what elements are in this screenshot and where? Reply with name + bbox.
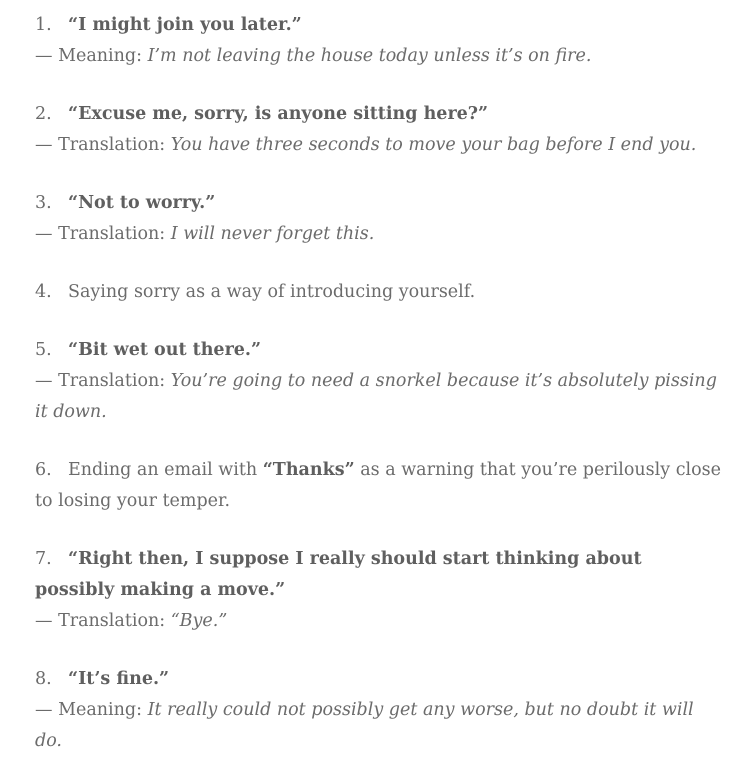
list-item: [35, 544, 725, 637]
item-number: 1.: [35, 15, 52, 35]
list-item: [35, 335, 725, 428]
item-number: 4.: [35, 282, 52, 302]
item-gloss: [35, 219, 725, 250]
item-gloss: [35, 41, 725, 72]
gloss-label: — Meaning:: [35, 46, 148, 66]
item-quote: “I might join you later.”: [68, 15, 302, 35]
gloss-label: — Translation:: [35, 135, 171, 155]
article-list: [35, 10, 725, 784]
item-quote: “Excuse me, sorry, is anyone sitting here?”: [68, 104, 489, 124]
item-heading: [35, 335, 725, 366]
gloss-text: You have three seconds to move your bag before I end you.: [170, 135, 697, 155]
gloss-text: “Bye.”: [170, 611, 228, 631]
item-gloss: [35, 366, 725, 428]
item-heading: [35, 544, 725, 606]
item-quote: “It’s fine.”: [68, 669, 170, 689]
list-item: [35, 455, 725, 517]
item-number: 7.: [35, 549, 52, 569]
item-heading: [35, 277, 725, 308]
item-quote: “Thanks”: [262, 460, 355, 480]
item-text-before: Ending an email with: [68, 460, 263, 480]
item-gloss: [35, 606, 725, 637]
gloss-text: It really could not possibly get any worse, but no doubt it will do.: [35, 700, 694, 751]
item-gloss: [35, 695, 725, 757]
item-quote: “Not to worry.”: [68, 193, 216, 213]
item-quote: “Right then, I suppose I really should start thinking about possibly making a move.”: [35, 549, 642, 600]
item-number: 6.: [35, 460, 52, 480]
item-heading: [35, 10, 725, 41]
list-item: [35, 99, 725, 161]
item-text-after: as a warning that you’re perilously close to losing your temper.: [35, 460, 721, 511]
item-number: 5.: [35, 340, 52, 360]
gloss-text: I’m not leaving the house today unless it’s on fire.: [147, 46, 592, 66]
item-text: Saying sorry as a way of introducing yourself.: [68, 282, 476, 302]
gloss-label: — Translation:: [35, 224, 171, 244]
gloss-label: — Meaning:: [35, 700, 148, 720]
item-gloss: [35, 130, 725, 161]
list-item: [35, 10, 725, 72]
gloss-label: — Translation:: [35, 371, 171, 391]
item-number: 2.: [35, 104, 52, 124]
item-heading: [35, 664, 725, 695]
item-quote: “Bit wet out there.”: [68, 340, 262, 360]
gloss-label: — Translation:: [35, 611, 171, 631]
list-item: [35, 664, 725, 757]
item-number: 3.: [35, 193, 52, 213]
list-item: [35, 277, 725, 308]
list-item: [35, 188, 725, 250]
gloss-text: You’re going to need a snorkel because it’s absolutely pissing it down.: [35, 371, 717, 422]
item-heading: [35, 188, 725, 219]
item-heading: [35, 455, 725, 517]
gloss-text: I will never forget this.: [170, 224, 375, 244]
item-heading: [35, 99, 725, 130]
item-number: 8.: [35, 669, 52, 689]
